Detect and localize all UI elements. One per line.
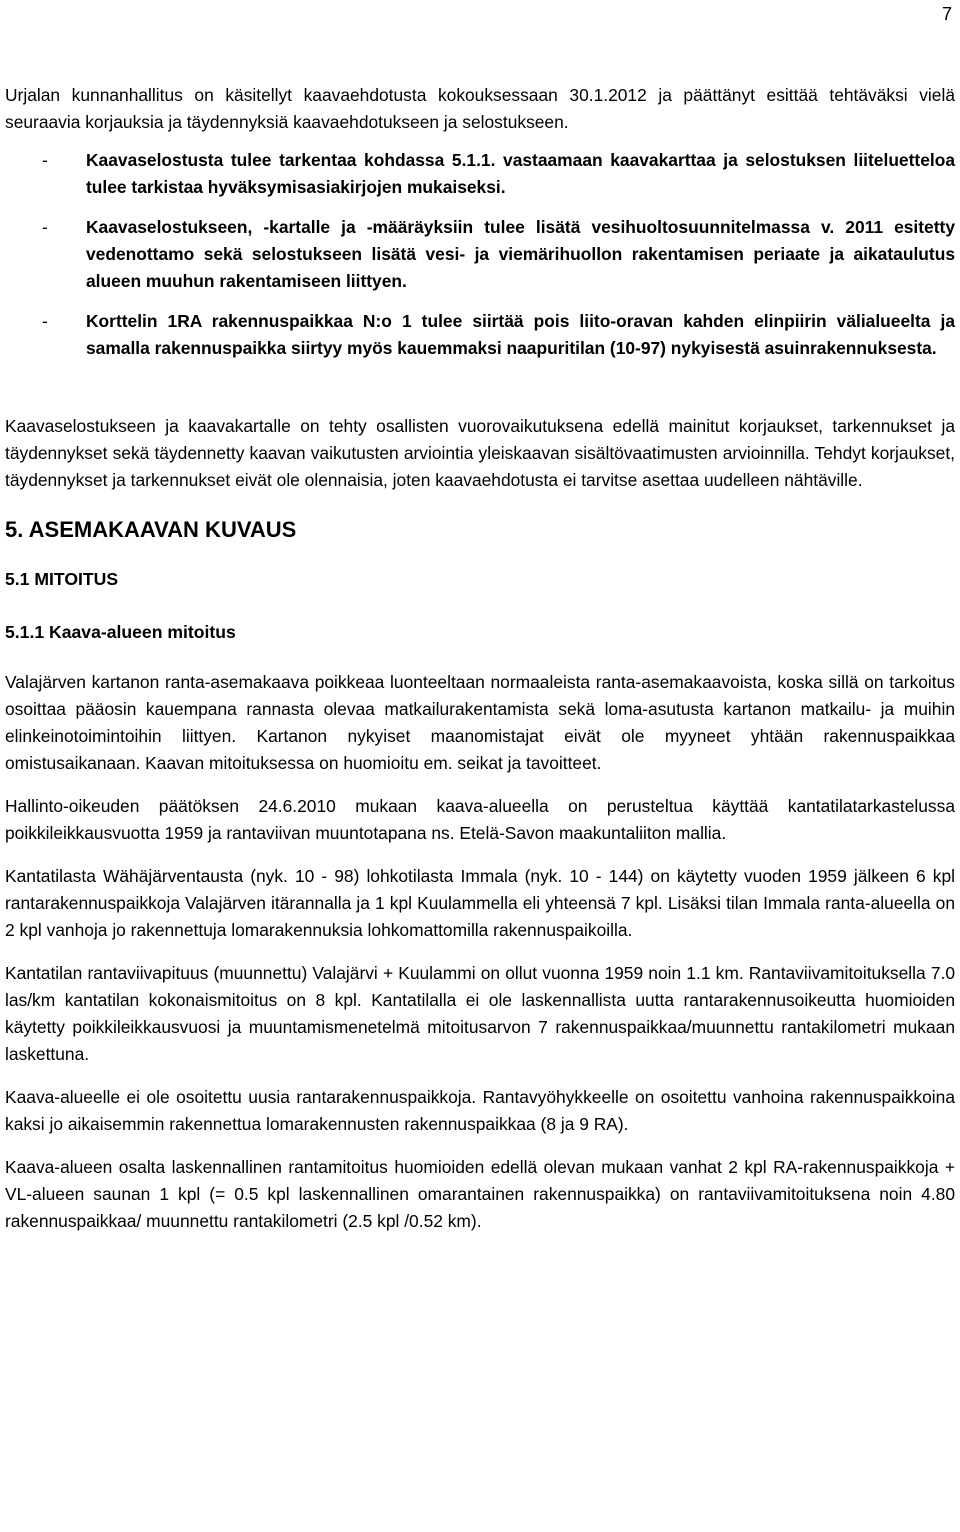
list-item-text: Korttelin 1RA rakennuspaikkaa N:o 1 tulee siirtää pois liito-oravan kahden elinpiirin välialueelta ja samalla rakennuspaikka siirtyy myös kauemmaksi naapuritilan (10-97) nykyisestä asuinrakennuksesta.: [86, 311, 955, 358]
list-item: [5, 308, 955, 362]
list-item-text: Kaavaselostukseen, -kartalle ja -määräyksiin tulee lisätä vesihuoltosuunnitelmassa v. 2011 esitetty vedenottamo sekä selostukseen lisätä vesi- ja viemärihuollon rakentamisen periaate ja aikataulutus alueen muuhun rakentamiseen liittyen.: [86, 217, 955, 291]
list-dash: -: [42, 150, 48, 170]
body-paragraph: Hallinto-oikeuden päätöksen 24.6.2010 mukaan kaava-alueella on perusteltua käyttää kantatilatarkastelussa poikkileikkausvuotta 1959 ja rantaviivan muuntotapana ns. Etelä-Savon maakuntaliiton mallia.: [5, 796, 955, 843]
body-paragraph: Kaava-alueen osalta laskennallinen rantamitoitus huomioiden edellä olevan mukaan vanhat 2 kpl RA-rakennuspaikkoja + VL-alueen saunan 1 kpl (= 0.5 kpl laskennallinen omarantainen rakennuspaikka) on rantaviivamitoituksena noin 4.80 rakennuspaikkaa/ muunnettu rantakilometri (2.5 kpl /0.52 km).: [5, 1157, 955, 1231]
intro-paragraph: Urjalan kunnanhallitus on käsitellyt kaavaehdotusta kokouksessaan 30.1.2012 ja päättänyt esittää tehtäväksi vielä seuraavia korjauksia ja täydennyksiä kaavaehdotukseen ja selostukseen.: [5, 85, 955, 132]
document-body: [5, 82, 955, 1251]
list-item: [5, 214, 955, 295]
correction-list: [5, 147, 955, 362]
body-paragraph: Kantatilasta Wähäjärventausta (nyk. 10 - 98) lohkotilasta Immala (nyk. 10 - 144) on käytetty vuoden 1959 jälkeen 6 kpl rantarakennuspaikkoja Valajärven itärannalla ja 1 kpl Kuulammella eli yhteensä 7 kpl. Lisäksi tilan Immala ranta-alueella on 2 kpl vanhoja jo rakennettuja lomarakennuksia lohkomattomilla rakennuspaikoilla.: [5, 866, 955, 940]
page-number: 7: [941, 4, 952, 24]
list-item: [5, 147, 955, 201]
list-dash: -: [42, 311, 48, 331]
list-item-text: Kaavaselostusta tulee tarkentaa kohdassa 5.1.1. vastaamaan kaavakarttaa ja selostuksen liiteluetteloa tulee tarkistaa hyväksymisasiakirjojen mukaiseksi.: [86, 150, 955, 197]
summary-paragraph: Kaavaselostukseen ja kaavakartalle on tehty osallisten vuorovaikutuksena edellä mainitut korjaukset, tarkennukset ja täydennykset sekä täydennetty kaavan vaikutusten arviointia yleiskaavan sisältövaatimusten arvioinnilla. Tehdyt korjaukset, täydennykset ja tarkennukset eivät ole olennaisia, joten kaavaehdotusta ei tarvitse asettaa uudelleen nähtäville.: [5, 416, 955, 490]
list-dash: -: [42, 217, 48, 237]
body-paragraph: Kantatilan rantaviivapituus (muunnettu) Valajärvi + Kuulammi on ollut vuonna 1959 noin 1.1 km. Rantaviivamitoituksella 7.0 las/km kantatilan kokonaismitoitus on 8 kpl. Kantatilalla ei ole laskennallista uutta rantarakennusoikeutta huomioiden käytetty poikkileikkausvuosi ja muuntamismenetelmä mitoitusarvon 7 rakennuspaikkaa/muunnettu rantakilometri mukaan laskettuna.: [5, 963, 955, 1064]
body-paragraph: Valajärven kartanon ranta-asemakaava poikkeaa luonteeltaan normaaleista ranta-asemakaavoista, koska sillä on tarkoitus osoittaa pääosin kauempana rannasta olevaa matkailurakentamista sekä loma-asutusta kartanon matkailu- ja muihin elinkeinotoimintoihin liittyen. Kartanon nykyiset maanomistajat eivät ole myyneet yhtään rakennuspaikkaa omistusaikanaan. Kaavan mitoituksessa on huomioitu em. seikat ja tavoitteet.: [5, 672, 955, 773]
section-heading: 5. ASEMAKAAVAN KUVAUS: [5, 517, 297, 542]
body-paragraph: Kaava-alueelle ei ole osoitettu uusia rantarakennuspaikkoja. Rantavyöhykkeelle on osoitettu vanhoina rakennuspaikkoina kaksi jo aikaisemmin rakennettua lomarakennusten rakennuspaikkaa (8 ja 9 RA).: [5, 1087, 955, 1134]
subsubsection-heading: 5.1.1 Kaava-alueen mitoitus: [5, 622, 236, 642]
subsection-heading: 5.1 MITOITUS: [5, 569, 119, 589]
